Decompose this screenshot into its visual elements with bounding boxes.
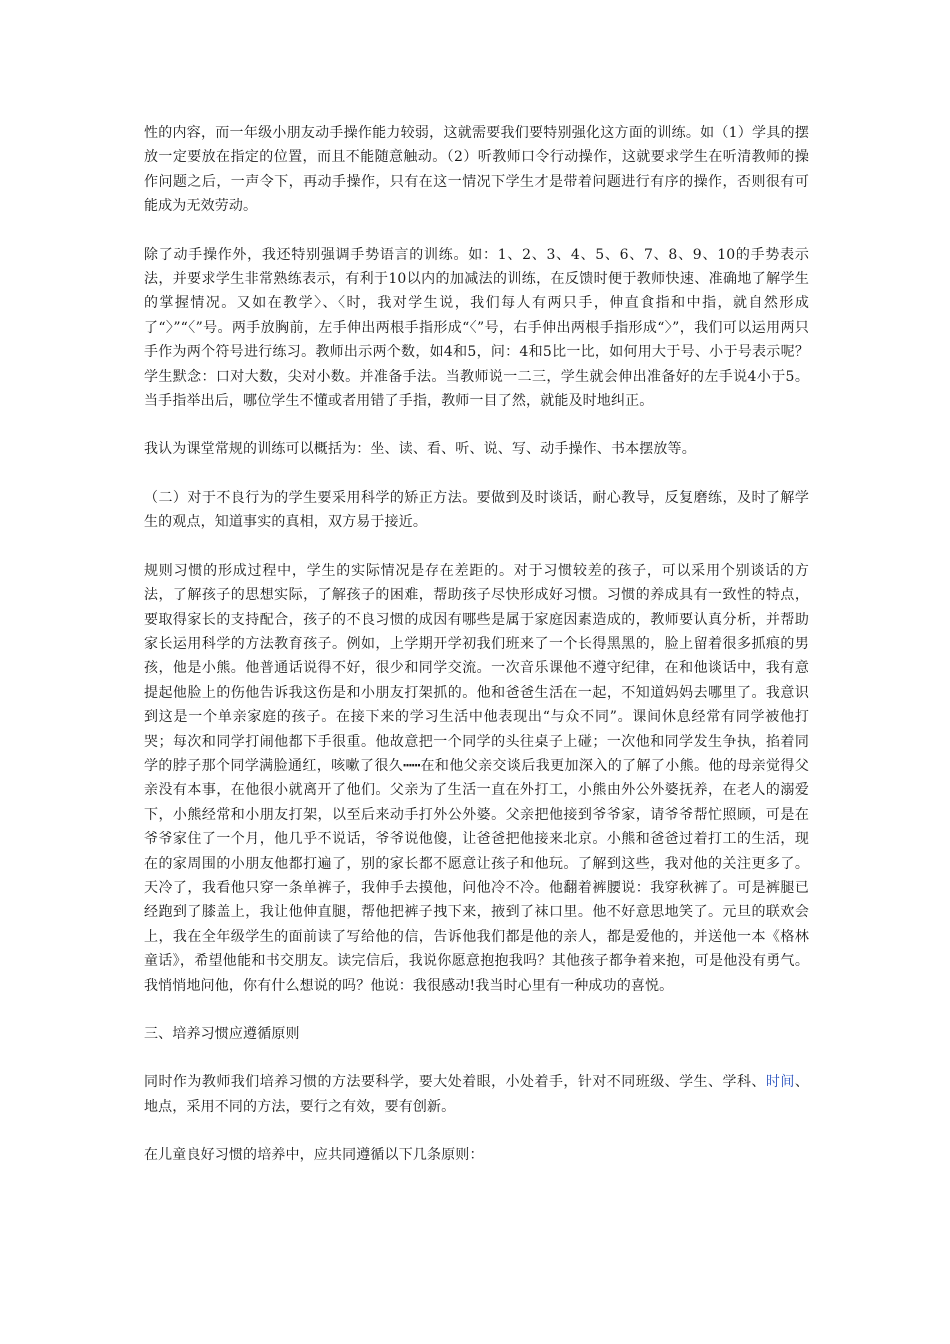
section-heading-principles: 三、培养习惯应遵循原则 [144, 1026, 300, 1042]
paragraph-classroom-routine: 我认为课堂常规的训练可以概括为：坐、读、看、听、说、写、动手操作、书本摆放等。 [144, 441, 696, 458]
paragraph-hands-on-training: 性的内容，而一年级小朋友动手操作能力较弱，这就需要我们要特别强化这方面的训练。如（1）学具的摆放一定要放在指定的位置，而且不能随意触动。（2）听教师口令行动操作，这就要求学生在听清教师的操作问题之后，一声令下，再动手操作，只有在这一情况下学生才是带着问题进行有序的操作，否则很有可能成为无效劳动。 [144, 125, 809, 215]
paragraph-text-before-link: 同时作为教师我们培养习惯的方法要科学，要大处着眼，小处着手，针对不同班级、学生、学科、 [144, 1074, 766, 1091]
paragraph-text-after-link: 、地点，采用不同的方法，要行之有效，要有创新。 [144, 1074, 809, 1115]
paragraph-scientific-methods [144, 1070, 809, 1119]
paragraph-correction-method: （二）对于不良行为的学生要采用科学的矫正方法。要做到及时谈话，耐心教导，反复磨练，及时了解学生的观点，知道事实的真相，双方易于接近。 [144, 489, 809, 531]
paragraph-principles-intro: 在儿童良好习惯的培养中，应共同遵循以下几条原则： [144, 1147, 484, 1164]
paragraph-case-study: 规则习惯的形成过程中，学生的实际情况是存在差距的。对于习惯较差的孩子，可以采用个别谈话的方法，了解孩子的思想实际，了解孩子的困难，帮助孩子尽快形成好习惯。习惯的养成具有一致性的特点，要取得家长的支持配合，孩子的不良习惯的成因有哪些是属于家庭因素造成的，教师要认真分析，并帮助家长运用科学的方法教育孩子。例如，上学期开学初我们班来了一个长得黑黑的，脸上留着很多抓痕的男孩，他是小熊。他普通话说得不好，很少和同学交流。一次音乐课他不遵守纪律，在和他谈话中，我有意提起他脸上的伤他告诉我这伤是和小朋友打架抓的。他和爸爸生活在一起，不知道妈妈去哪里了。我意识到这是一个单亲家庭的孩子。在接下来的学习生活中他表现出“与众不同”。课间休息经常有同学被他打哭；每次和同学打闹他都下手很重。他故意把一个同学的头往桌子上碰；一次他和同学发生争执，掐着同学的脖子那个同学满脸通红，咳嗽了很久┅┅在和他父亲交谈后我更加深入的了解了小熊。他的母亲觉得父亲没有本事，在他很小就离开了他们。父亲为了生活一直在外打工，小熊由外公外婆抚养，在老人的溺爱下，小熊经常和小朋友打架，以至后来动手打外公外婆。父亲把他接到爷爷家，请爷爷帮忙照顾，可是在爷爷家住了一个月，他几乎不说话，爷爷说他傻，让爸爸把他接来北京。小熊和爸爸过着打工的生活，现在的家周围的小朋友他都打遍了，别的家长都不愿意让孩子和他玩。了解到这些，我对他的关注更多了。天冷了，我看他只穿一条单裤子，我伸手去摸他，问他冷不冷。他翻着裤腰说：我穿秋裤了。可是裤腿已经跑到了膝盖上，我让他伸直腿，帮他把裤子拽下来，掖到了袜口里。他不好意思地笑了。元旦的联欢会上，我在全年级学生的面前读了写给他的信，告诉他我们都是他的亲人，都是爱他的，并送他一本《格林童话》，希望他能和书交朋友。读完信后，我说你愿意抱抱我吗？其他孩子都争着来抱，可是他没有勇气。我悄悄地问他，你有什么想说的吗？他说：我很感动!我当时心里有一种成功的喜悦。 [144, 562, 809, 994]
paragraph-gesture-language: 除了动手操作外，我还特别强调手势语言的训练。如：1、2、3、4、5、6、7、8、9、10的手势表示法，并要求学生非常熟练表示，有利于10以内的加减法的训练，在反馈时便于教师快速、准确地了解学生的掌握情况。又如在教学〉、〈时，我对学生说，我们每人有两只手，伸直食指和中指，就自然形成了“〉”“〈”号。两手放胸前，左手伸出两根手指形成“〈”号，右手伸出两根手指形成“〉”，我们可以运用两只手作为两个符号进行练习。教师出示两个数，如4和5，问：4和5比一比，如何用大于号、小于号表示呢？学生默念：口对大数，尖对小数。并准备手法。当教师说一二三，学生就会伸出准备好的左手说4小于5。当手指举出后，哪位学生不懂或者用错了手指，教师一目了然，就能及时地纠正。 [144, 246, 809, 410]
time-link[interactable]: 时间 [765, 1074, 795, 1091]
document-page [144, 121, 809, 1192]
